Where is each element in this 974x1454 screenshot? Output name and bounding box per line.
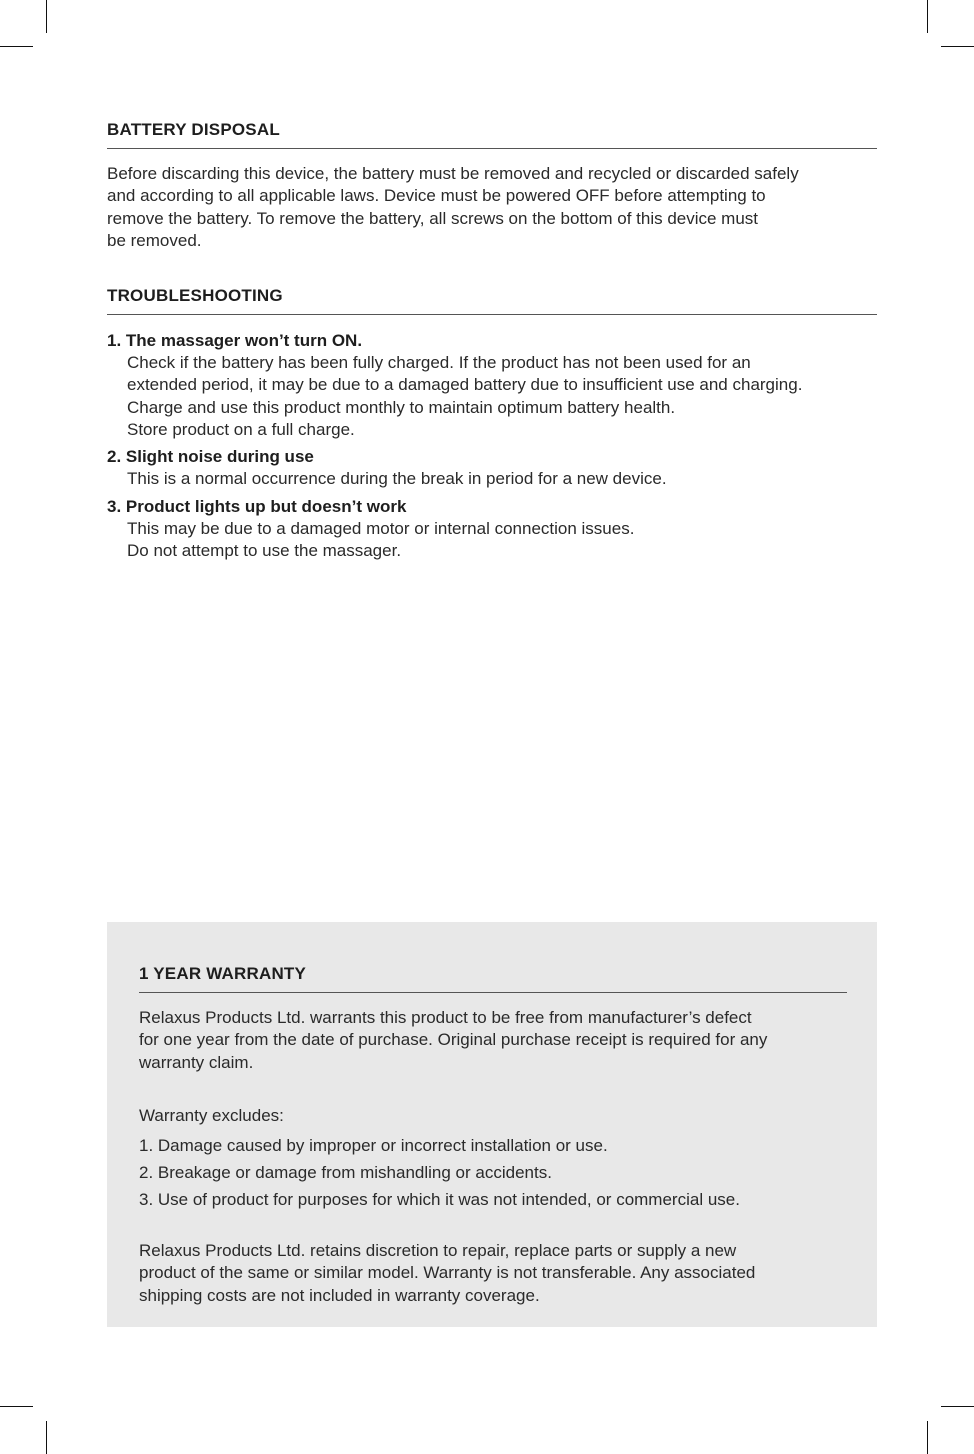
manual-page [107,120,877,567]
text-line: extended period, it may be due to a damaged battery due to insufficient use and charging. [127,375,803,395]
list-item: 2. Breakage or damage from mishandling or accidents. [139,1163,552,1183]
list-item: 1. Damage caused by improper or incorrect installation or use. [139,1136,608,1156]
crop-mark [927,0,928,33]
text-line: Before discarding this device, the battery must be removed and recycled or discarded safely [107,164,799,183]
text-line: This may be due to a damaged motor or internal connection issues. [127,518,635,538]
troubleshooting-item [107,496,877,563]
warranty-heading: 1 YEAR WARRANTY [139,964,847,993]
warranty-excludes-list [139,1132,847,1213]
troubleshooting-section [107,286,877,562]
list-item: 3. Use of product for purposes for which it was not intended, or commercial use. [139,1190,740,1210]
crop-mark [46,0,47,33]
warranty-excludes-label: Warranty excludes: [139,1105,284,1125]
text-line: for one year from the date of purchase. Original purchase receipt is required for any [139,1030,768,1050]
text-line: Relaxus Products Ltd. warrants this product to be free from manufacturer’s defect [139,1008,752,1027]
crop-mark [941,46,974,47]
battery-disposal-text [107,163,877,252]
warranty-content [139,964,847,1307]
text-line: Check if the battery has been fully charged. If the product has not been used for an [127,353,751,373]
text-line: warranty claim. [139,1052,254,1072]
text-line: Charge and use this product monthly to maintain optimum battery health. [127,397,676,417]
text-line: Store product on a full charge. [127,420,355,440]
troubleshooting-heading: TROUBLESHOOTING [107,286,877,315]
text-line: and according to all applicable laws. Device must be powered OFF before attempting to [107,186,766,206]
troubleshooting-item [107,330,877,441]
warranty-box [107,922,877,1327]
text-line: shipping costs are not included in warranty coverage. [139,1285,540,1305]
warranty-intro [139,1007,847,1074]
text-line: be removed. [107,230,202,250]
warranty-closing [139,1240,847,1307]
text-line: remove the battery. To remove the battery, all screws on the bottom of this device must [107,208,759,228]
crop-mark [927,1421,928,1454]
crop-mark [46,1421,47,1454]
crop-mark [941,1406,974,1407]
text-line: Relaxus Products Ltd. retains discretion to repair, replace parts or supply a new [139,1241,737,1261]
troubleshooting-list [107,330,877,562]
battery-disposal-heading: BATTERY DISPOSAL [107,120,877,149]
text-line: product of the same or similar model. Warranty is not transferable. Any associated [139,1263,756,1283]
text-line: Do not attempt to use the massager. [127,540,402,560]
battery-disposal-section [107,120,877,252]
troubleshooting-item-title: 3. Product lights up but doesn’t work [107,496,407,516]
troubleshooting-item [107,446,877,490]
crop-mark [0,1406,33,1407]
text-line: This is a normal occurrence during the break in period for a new device. [127,469,667,489]
troubleshooting-item-title: 2. Slight noise during use [107,447,314,467]
troubleshooting-item-title: 1. The massager won’t turn ON. [107,331,363,351]
crop-mark [0,46,33,47]
